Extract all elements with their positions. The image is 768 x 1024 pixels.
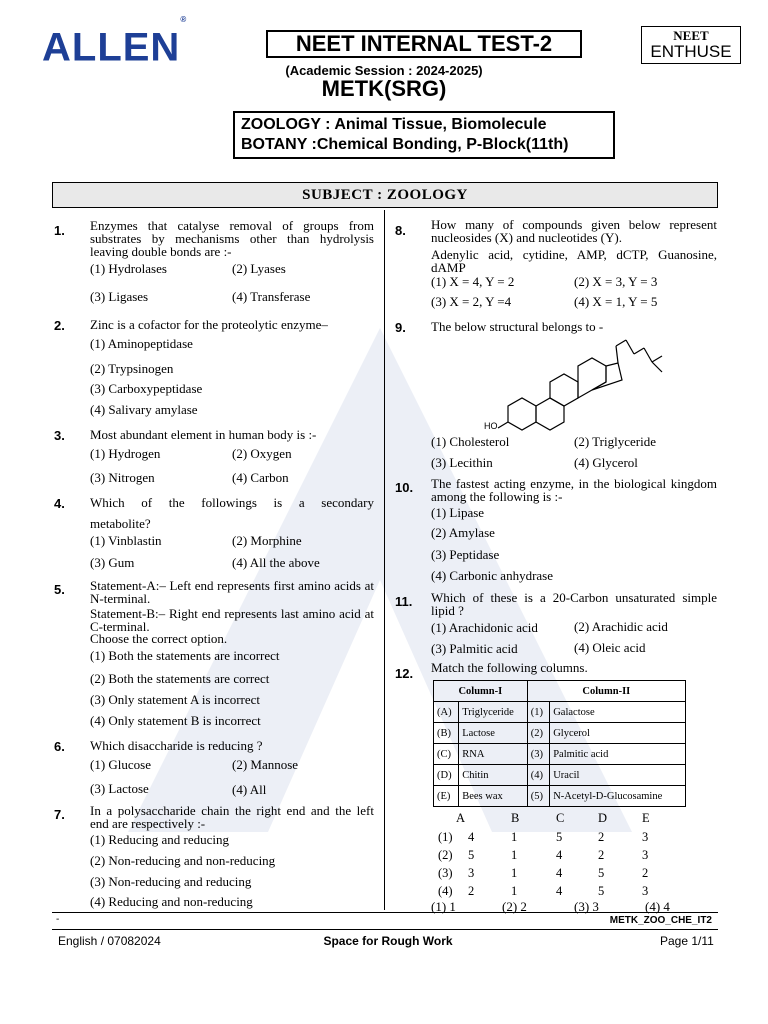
- option-2[interactable]: (2) X = 3, Y = 3: [574, 274, 658, 289]
- option-1[interactable]: (1) Arachidonic acid: [431, 620, 538, 635]
- option-2[interactable]: (2) Both the statements are correct: [90, 671, 270, 686]
- question-number: 11.: [395, 594, 413, 609]
- option-2[interactable]: (2) Trypsinogen: [90, 361, 174, 376]
- option-3[interactable]: (3) Nitrogen: [90, 470, 155, 485]
- question-text: Most abundant element in human body is :-: [90, 427, 317, 442]
- question-number: 4.: [54, 496, 65, 511]
- option-2[interactable]: (2) Lyases: [232, 261, 286, 276]
- match-columns-table: [433, 680, 686, 807]
- botany-topics: BOTANY :Chemical Bonding, P-Block(11th): [241, 136, 569, 153]
- academic-session: (Academic Session : 2024-2025): [285, 63, 483, 78]
- table-row: (C) RNA (3) Palmitic acid: [434, 744, 686, 765]
- footer-rough-work: Space for Rough Work: [323, 934, 453, 948]
- table-row: (E) Bees wax (5) N-Acetyl-D-Glucosamine: [434, 786, 686, 807]
- question-number: 8.: [395, 223, 406, 238]
- question-number: 9.: [395, 320, 406, 335]
- option-4[interactable]: (4) Salivary amylase: [90, 402, 198, 417]
- page-code-left: -: [56, 914, 60, 925]
- question-number: 12.: [395, 666, 414, 681]
- option-4[interactable]: (4) Oleic acid: [574, 640, 646, 655]
- option-4[interactable]: (4) Carbonic anhydrase: [431, 568, 554, 583]
- sterol-structure-diagram: [478, 336, 678, 436]
- option-4[interactable]: (4) Transferase: [232, 289, 311, 304]
- footer-language-date: English / 07082024: [58, 934, 161, 948]
- option-4[interactable]: (4) Reducing and non-reducing: [90, 894, 253, 909]
- option-2[interactable]: (2) Morphine: [232, 533, 302, 548]
- option-2[interactable]: (2) Amylase: [431, 525, 495, 540]
- option-1[interactable]: (1) Hydrogen: [90, 446, 161, 461]
- table-row: (A) Triglyceride (1) Galactose: [434, 702, 686, 723]
- option-3[interactable]: (3) 3: [574, 899, 599, 914]
- page-code-bar: [52, 912, 718, 930]
- option-3[interactable]: (3) Lactose: [90, 781, 149, 796]
- option-2[interactable]: (2) Triglyceride: [574, 434, 656, 449]
- question-number: 3.: [54, 428, 65, 443]
- question-text-continued: metabolite?: [90, 516, 151, 531]
- page-number: Page 1/11: [660, 934, 714, 948]
- option-1[interactable]: (1) Reducing and reducing: [90, 832, 229, 847]
- option-2[interactable]: (2) Oxygen: [232, 446, 292, 461]
- option-1[interactable]: (1) Aminopeptidase: [90, 336, 193, 351]
- column-divider: [384, 210, 385, 910]
- question-text: Enzymes that catalyse removal of groups from substrates by mechanisms other than hydrolysis leaving double bonds are :-: [90, 218, 374, 259]
- test-title: NEET INTERNAL TEST-2: [266, 30, 582, 58]
- option-1[interactable]: (1) 1: [431, 899, 456, 914]
- question-text: Zinc is a cofactor for the proteolytic enzyme–: [90, 317, 328, 332]
- question-text: Which of the followings is a secondary: [90, 495, 374, 510]
- option-2[interactable]: (2) 2: [502, 899, 527, 914]
- option-4[interactable]: (4) Carbon: [232, 470, 289, 485]
- table-header-row: [434, 681, 686, 702]
- batch-code: METK(SRG): [321, 76, 447, 101]
- question-number: 7.: [54, 807, 65, 822]
- question-text: Match the following columns.: [431, 660, 588, 675]
- statement-a: Statement-A:– Left end represents first amino acids at N-terminal.: [90, 578, 374, 606]
- option-1[interactable]: (1) Hydrolases: [90, 261, 167, 276]
- statement-b: Statement-B:– Right end represents last amino acid at C-terminal.: [90, 606, 374, 634]
- hydroxyl-label: HO: [484, 421, 498, 431]
- option-1[interactable]: (1) Glucose: [90, 757, 152, 772]
- question-text: Which of these is a 20-Carbon unsaturated simple lipid ?: [431, 590, 717, 618]
- paper-code: METK_ZOO_CHE_IT2: [609, 915, 712, 926]
- question-number: 2.: [54, 318, 65, 333]
- compound-list: Adenylic acid, cytidine, AMP, dCTP, Guanosine, dAMP: [431, 247, 717, 275]
- question-instruction: Choose the correct option.: [90, 631, 228, 646]
- table-row: (B) Lactose (2) Glycerol: [434, 723, 686, 744]
- table-row: (D) Chitin (4) Uracil: [434, 765, 686, 786]
- syllabus-box: [233, 111, 615, 159]
- option-2[interactable]: (2) Arachidic acid: [574, 619, 668, 634]
- option-3[interactable]: (3) Gum: [90, 555, 135, 570]
- option-3[interactable]: (3) Palmitic acid: [431, 641, 518, 656]
- option-4[interactable]: (4) 4: [645, 899, 670, 914]
- option-4[interactable]: (4) Glycerol: [574, 455, 638, 470]
- question-text: How many of compounds given below represent nucleosides (X) and nucleotides (Y).: [431, 217, 717, 245]
- column-2-header: Column-II: [527, 681, 685, 702]
- option-1[interactable]: (1) Vinblastin: [90, 533, 162, 548]
- option-2[interactable]: (2) Non-reducing and non-reducing: [90, 853, 276, 868]
- option-3[interactable]: (3) Carboxypeptidase: [90, 381, 203, 396]
- option-3[interactable]: (3) Ligases: [90, 289, 149, 304]
- question-text: Which disaccharide is reducing ?: [90, 738, 263, 753]
- option-1[interactable]: (1) Lipase: [431, 505, 485, 520]
- question-number: 1.: [54, 223, 65, 238]
- option-3[interactable]: (3) Peptidase: [431, 547, 500, 562]
- neet-enthuse-badge: NEET ENTHUSE: [641, 26, 741, 64]
- option-1[interactable]: (1) Both the statements are incorrect: [90, 648, 280, 663]
- option-4[interactable]: (4) All the above: [232, 555, 320, 570]
- option-3[interactable]: (3) Non-reducing and reducing: [90, 874, 252, 889]
- option-2[interactable]: (2) Mannose: [232, 757, 299, 772]
- option-4[interactable]: (4) All: [232, 782, 267, 797]
- allen-logo: ALLEN®: [42, 15, 188, 70]
- zoology-topics: ZOOLOGY : Animal Tissue, Biomolecule: [241, 116, 547, 133]
- subject-heading: SUBJECT : ZOOLOGY: [52, 182, 718, 208]
- option-3[interactable]: (3) Lecithin: [431, 455, 493, 470]
- option-3[interactable]: (3) Only statement A is incorrect: [90, 692, 261, 707]
- question-text: The fastest acting enzyme, in the biological kingdom among the following is :-: [431, 476, 717, 504]
- question-number: 5.: [54, 582, 65, 597]
- question-text: In a polysaccharide chain the right end and the left end are respectively :-: [90, 803, 374, 831]
- question-number: 6.: [54, 739, 65, 754]
- option-4[interactable]: (4) X = 1, Y = 5: [574, 294, 658, 309]
- option-4[interactable]: (4) Only statement B is incorrect: [90, 713, 261, 728]
- option-3[interactable]: (3) X = 2, Y =4: [431, 294, 512, 309]
- column-1-header: Column-I: [434, 681, 528, 702]
- question-text: The below structural belongs to -: [431, 319, 604, 334]
- option-1[interactable]: (1) X = 4, Y = 2: [431, 274, 515, 289]
- option-1[interactable]: (1) Cholesterol: [431, 434, 510, 449]
- question-number: 10.: [395, 480, 414, 495]
